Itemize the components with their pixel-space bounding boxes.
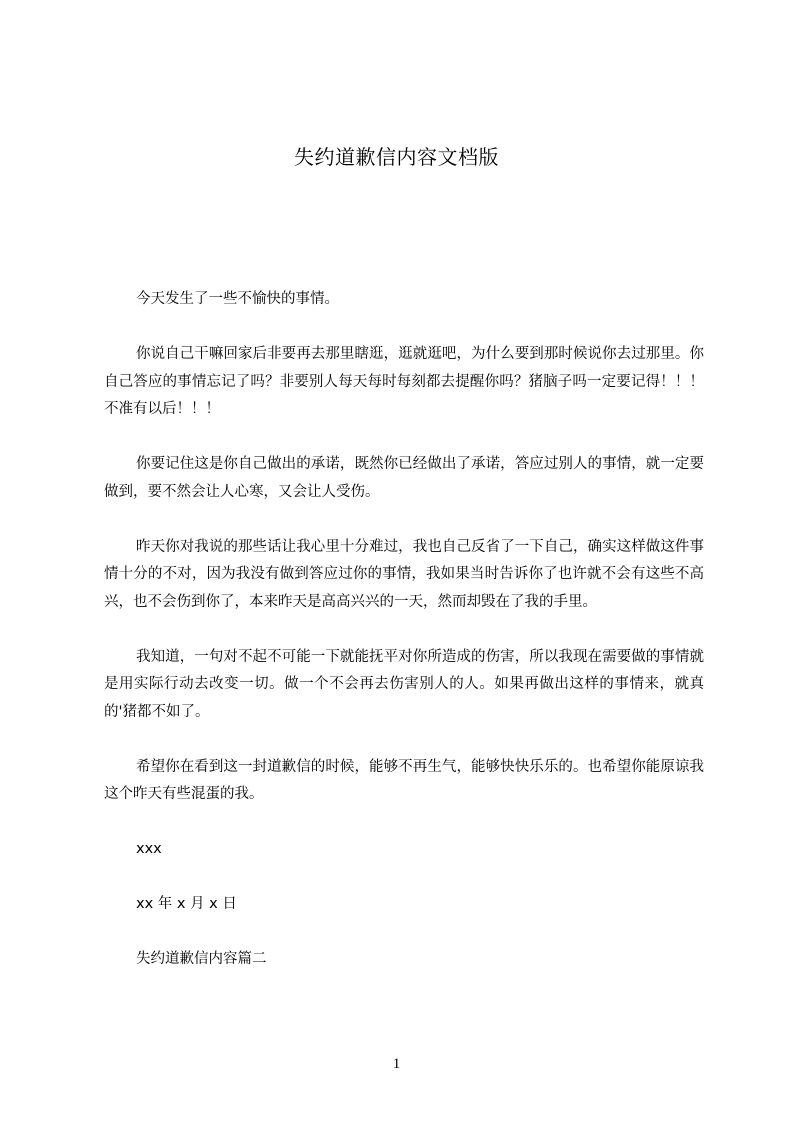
- letter-date: xx 年 x 月 x 日: [136, 896, 237, 912]
- paragraph-1: 今天发生了一些不愉快的事情。: [136, 291, 339, 307]
- paragraph-3: 你要记住这是你自己做出的承诺，既然你已经做出了承诺，答应过别人的事情，就一定要做到，要不然会让人心寒，又会让人受伤。: [104, 456, 704, 500]
- paragraph-2: 你说自己干嘛回家后非要再去那里瞎逛，逛就逛吧，为什么要到那时候说你去过那里。你自己答应的事情忘记了吗？非要别人每天每时每刻都去提醒你吗？猪脑子吗一定要记得！！！不准有以后！！！: [104, 346, 704, 417]
- document-title: 失约道歉信内容文档版: [294, 145, 499, 169]
- paragraph-4: 昨天你对我说的那些话让我心里十分难过，我也自己反省了一下自己，确实这样做这件事情十分的不对，因为我没有做到答应过你的事情，我如果当时告诉你了也许就不会有这些不高兴，也不会伤到你了，本来昨天是高高兴兴的一天，然而却毁在了我的手里。: [104, 538, 704, 610]
- document-body: [104, 286, 704, 974]
- paragraph-6: 希望你在看到这一封道歉信的时候，能够不再生气，能够快快乐乐的。也希望你能原谅我这个昨天有些混蛋的我。: [104, 758, 704, 802]
- signature: xxx: [136, 841, 162, 857]
- paragraph-5: 我知道，一句对不起不可能一下就能抚平对你所造成的伤害，所以我现在需要做的事情就是用实际行动去改变一切。做一个不会再去伤害别人的人。如果再做出这样的事情来，就真的'猪都不如了。: [104, 648, 704, 720]
- page-number: 1: [392, 1056, 401, 1072]
- next-section-title: 失约道歉信内容篇二: [136, 951, 267, 967]
